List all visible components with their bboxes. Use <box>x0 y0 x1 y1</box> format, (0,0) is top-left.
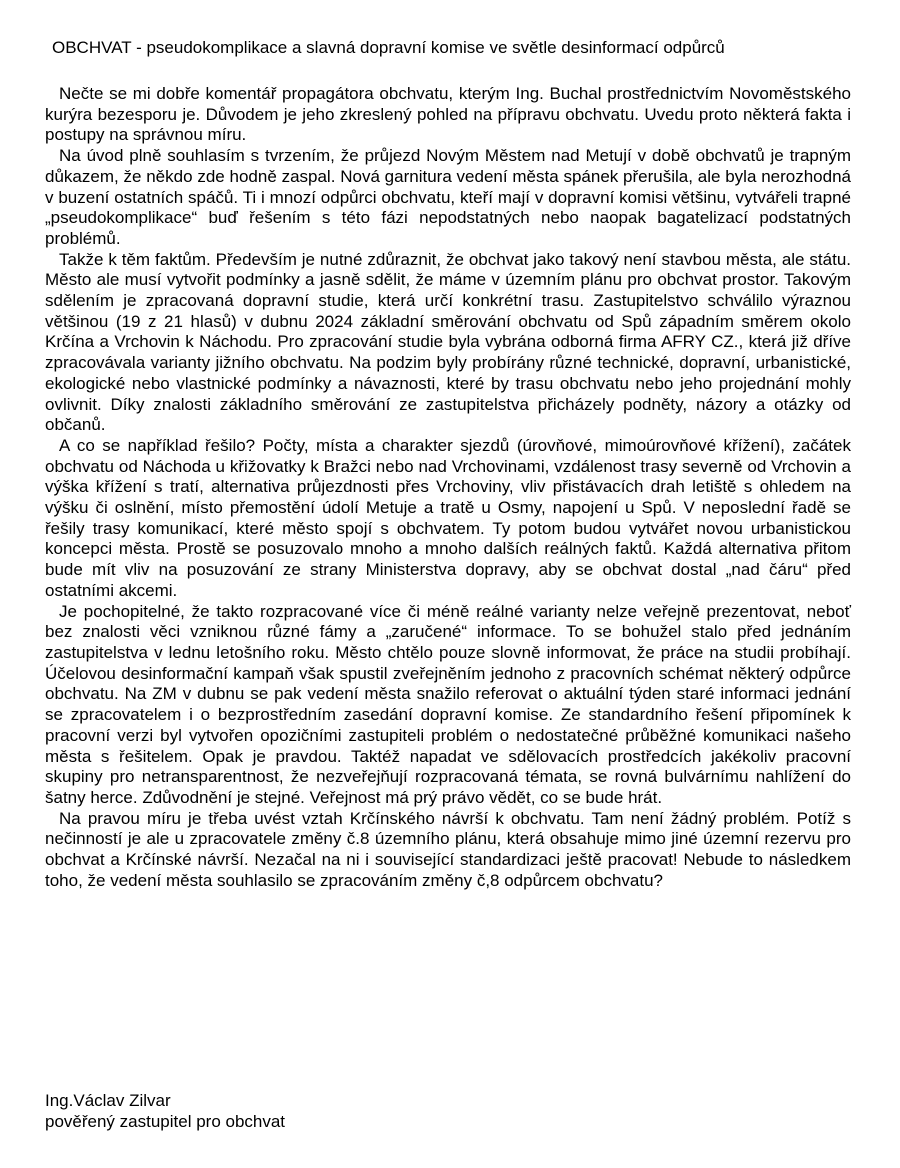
paragraph: Na pravou míru je třeba uvést vztah Krčínského návrší k obchvatu. Tam není žádný problém. Potíž s nečinností je ale u zpracovatele změny č.8 územního plánu, která obsahuje mimo jiné územní rezervu pro obchvat a Krčínské návrší. Nezačal na ni i související standardizaci ještě pracovat! Nebude to následkem toho, že vedení města souhlasilo se zpracováním změny č,8 odpůrcem obchvatu? <box>45 808 851 890</box>
paragraph: Nečte se mi dobře komentář propagátora obchvatu, kterým Ing. Buchal prostřednictvím Novoměstského kurýra bezesporu je. Důvodem je jeho zkreslený pohled na přípravu obchvatu. Uvedu proto některá fakta i postupy na správnou míru. <box>45 84 851 145</box>
paragraph: A co se například řešilo? Počty, místa a charakter sjezdů (úrovňové, mimoúrovňové křížení), začátek obchvatu od Náchoda u křižovatky k Bražci nebo nad Vrchovinami, vzdálenost trasy severně od Vrchovin a výška křížení s tratí, alternativa průjezdnosti přes Vrchoviny, vliv přistávacích drah letiště s ohledem na výšku či oslnění, místo přemostění údolí Metuje a tratě u Osmy, napojení u Spů. V neposlední řadě se řešily trasy komunikací, které město spojí s obchvatem. Ty potom budou vytvářet novou urbanistickou koncepci města. Prostě se posuzovalo mnoho a mnoho dalších reálných faktů. Každá alternativa přitom bude mít vliv na posuzování ze strany Ministerstva dopravy, aby se obchvat dostal „nad čáru“ před ostatními akcemi. <box>45 435 851 600</box>
paragraph: Je pochopitelné, že takto rozpracované více či méně reálné varianty nelze veřejně prezentovat, neboť bez znalosti věci vzniknou různé fámy a „zaručené“ informace. To se bohužel stalo před jednáním zastupitelstva v lednu letošního roku. Město chtělo pouze slovně informovat, že práce na studii probíhají. Účelovou desinformační kampaň však spustil zveřejněním jednoho z pracovních schémat některý odpůrce obchvatu. Na ZM v dubnu se pak vedení města snažilo referovat o aktuální týden staré informaci jednání se zpracovatelem i o bezprostředním zasedání dopravní komise. Ze standardního řešení připomínek k pracovní verzi byl vytvořen opozičními zastupiteli problém o nedostatečné průběžné komunikaci našeho města s řešitelem. Opak je pravdou. Taktéž napadat ve sdělovacích prostředcích jakékoliv pracovní skupiny pro netransparentnost, že nezveřejňují rozpracovaná témata, se rovná bulvárnímu nahlížení do šatny herce. Zdůvodnění je stejné. Veřejnost má prý právo vědět, co se bude hrát. <box>45 601 851 807</box>
signature-name: Ing.Václav Zilvar <box>45 1091 171 1110</box>
document-title: OBCHVAT - pseudokomplikace a slavná dopravní komise ve světle desinformací odpůrců <box>52 38 725 57</box>
paragraph: Na úvod plně souhlasím s tvrzením, že průjezd Novým Městem nad Metují v době obchvatů je trapným důkazem, že někdo zde hodně zaspal. Nová garnitura vedení města spánek přerušila, ale byla nerozhodná v buzení ostatních spáčů. Ti i mnozí odpůrci obchvatu, kteří mají v dopravní komisi většinu, vytvářeli trapné „pseudokomplikace“ buď řešením s této fázi nepodstatných nebo naopak bagatelizací podstatných problémů. <box>45 146 851 248</box>
paragraph: Takže k těm faktům. Především je nutné zdůraznit, že obchvat jako takový není stavbou města, ale státu. Město ale musí vytvořit podmínky a jasně sdělit, že máme v územním plánu pro obchvat prostor. Takovým sdělením je zpracovaná dopravní studie, která určí konkrétní trasu. Zastupitelstvo schválilo výraznou většinou (19 z 21 hlasů) v dubnu 2024 základní směrování obchvatu od Spů západním směrem okolo Krčína a Vrchovin k Náchodu. Pro zpracování studie byla vybrána odborná firma AFRY CZ., která již dříve zpracovávala varianty jižního obchvatu. Na podzim byly probírány různé technické, dopravní, urbanistické, ekologické nebo vlastnické podmínky a návaznosti, které by trasu obchvatu nebo jeho projednání mohly ovlivnit. Díky znalosti základního směrování ze zastupitelstva přicházely podněty, názory a otázky od občanů. <box>45 249 851 435</box>
signature-block <box>45 1090 285 1132</box>
signature-role: pověřený zastupitel pro obchvat <box>45 1112 286 1131</box>
article-body <box>45 84 851 891</box>
